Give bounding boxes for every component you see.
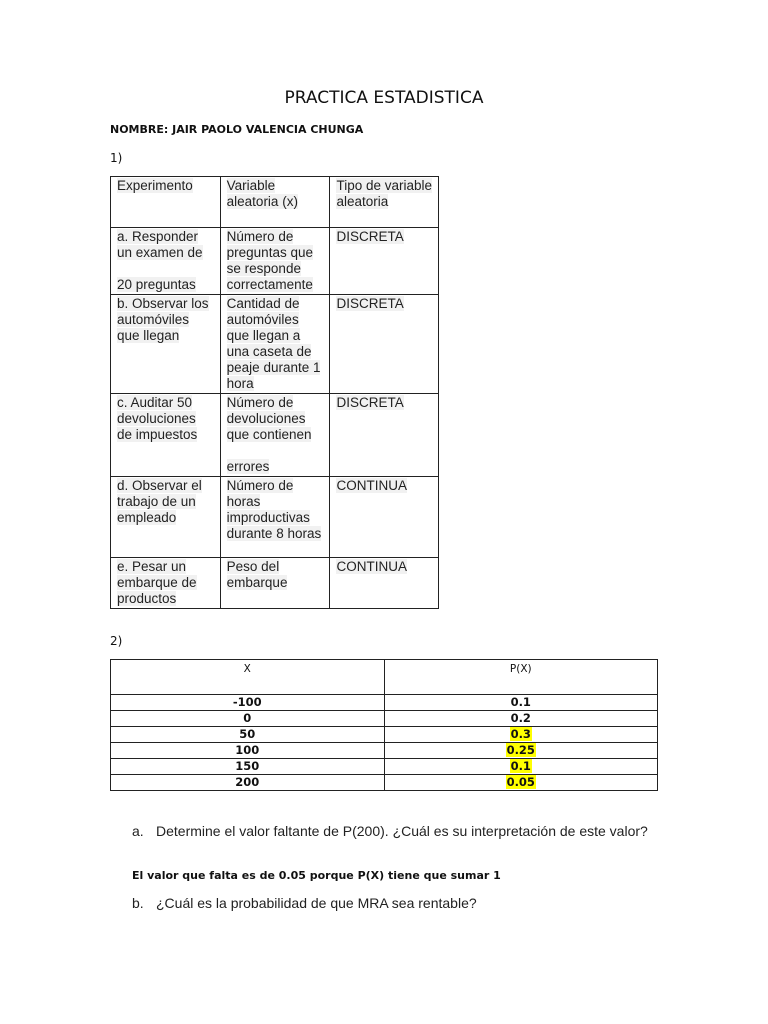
cell-variable: Número de devoluciones que contienen errores <box>220 394 330 477</box>
table-row <box>111 558 439 609</box>
cell-x: -100 <box>111 695 385 711</box>
table-row <box>111 743 658 759</box>
header-x: X <box>111 660 385 695</box>
table-row <box>111 727 658 743</box>
cell-px-highlighted: 0.25 <box>384 743 658 759</box>
question-a <box>132 823 652 840</box>
question-a-letter: a. <box>132 823 144 839</box>
cell-variable: Número de horas improductivas durante 8 horas <box>220 477 330 558</box>
table-row <box>111 394 439 477</box>
cell-variable: Peso del embarque <box>220 558 330 609</box>
cell-x: 0 <box>111 711 385 727</box>
cell-experimento: e. Pesar un embarque de productos <box>111 558 221 609</box>
cell-px-highlighted: 0.05 <box>384 775 658 791</box>
table-row <box>111 228 439 295</box>
cell-x: 150 <box>111 759 385 775</box>
cell-experimento: c. Auditar 50 devoluciones de impuestos <box>111 394 221 477</box>
cell-variable: Número de preguntas que se responde correctamente <box>220 228 330 295</box>
cell-px: 0.2 <box>384 711 658 727</box>
question-b <box>132 895 652 912</box>
header-experimento: Experimento <box>111 177 221 228</box>
table-row <box>111 759 658 775</box>
question-2-label: 2) <box>110 634 123 648</box>
variables-table <box>110 176 439 609</box>
table-row <box>111 295 439 394</box>
question-1-label: 1) <box>110 151 123 165</box>
question-b-text: ¿Cuál es la probabilidad de que MRA sea rentable? <box>156 895 477 911</box>
cell-px: 0.1 <box>384 695 658 711</box>
cell-x: 100 <box>111 743 385 759</box>
header-variable: Variable aleatoria (x) <box>220 177 330 228</box>
cell-tipo: DISCRETA <box>330 228 439 295</box>
cell-tipo: DISCRETA <box>330 394 439 477</box>
cell-x: 200 <box>111 775 385 791</box>
header-px: P(X) <box>384 660 658 695</box>
cell-variable: Cantidad de automóviles que llegan a una caseta de peaje durante 1 hora <box>220 295 330 394</box>
cell-px-highlighted: 0.1 <box>384 759 658 775</box>
cell-experimento: d. Observar el trabajo de un empleado <box>111 477 221 558</box>
student-name: NOMBRE: JAIR PAOLO VALENCIA CHUNGA <box>110 123 364 136</box>
answer-a: El valor que falta es de 0.05 porque P(X) tiene que sumar 1 <box>132 869 501 882</box>
cell-tipo: DISCRETA <box>330 295 439 394</box>
table-row <box>111 711 658 727</box>
cell-x: 50 <box>111 727 385 743</box>
table-header-row <box>111 660 658 695</box>
table-row <box>111 477 439 558</box>
table-row <box>111 775 658 791</box>
probability-table <box>110 659 658 791</box>
question-b-letter: b. <box>132 895 144 911</box>
document-title: PRACTICA ESTADISTICA <box>284 88 484 108</box>
question-a-text: Determine el valor faltante de P(200). ¿Cuál es su interpretación de este valor? <box>156 823 648 839</box>
table-header-row <box>111 177 439 228</box>
cell-tipo: CONTINUA <box>330 558 439 609</box>
cell-tipo: CONTINUA <box>330 477 439 558</box>
table-row <box>111 695 658 711</box>
header-tipo: Tipo de variable aleatoria <box>330 177 439 228</box>
cell-px-highlighted: 0.3 <box>384 727 658 743</box>
cell-experimento: b. Observar los automóviles que llegan <box>111 295 221 394</box>
cell-experimento: a. Responder un examen de 20 preguntas <box>111 228 221 295</box>
